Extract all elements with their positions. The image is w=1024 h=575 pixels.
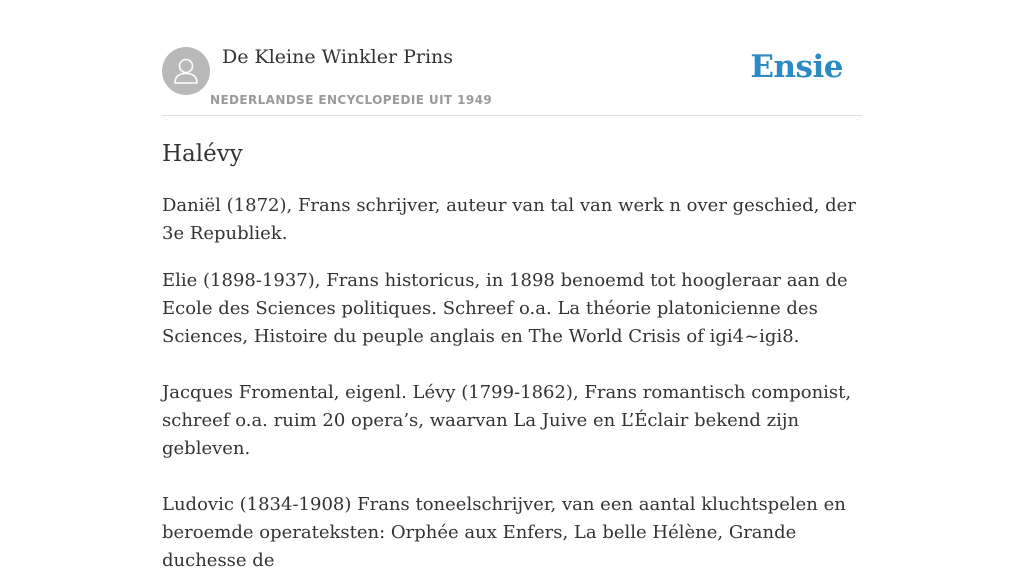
article-paragraph: Elie (1898-1937), Frans historicus, in 1898 benoemd tot hoogleraar aan de Ecole des Sciences politiques. Schreef o.a. La théorie platonicienne des Sciences, Histoire du peuple anglais en The World Crisis of igi4~igi8.: [162, 270, 848, 347]
source-avatar[interactable]: [162, 47, 210, 95]
source-subtitle: NEDERLANDSE ENCYCLOPEDIE UIT 1949: [210, 93, 493, 107]
article-paragraph: Jacques Fromental, eigenl. Lévy (1799-1862), Frans romantisch componist, schreef o.a. ruim 20 opera’s, waarvan La Juive en L’Éclair bekend zijn gebleven.: [162, 382, 852, 459]
ensie-logo[interactable]: Ensie: [750, 49, 843, 85]
source-title[interactable]: De Kleine Winkler Prins: [222, 46, 454, 68]
article: [162, 138, 862, 575]
user-icon: [162, 47, 210, 95]
article-title: Halévy: [162, 141, 243, 167]
article-paragraph: Ludovic (1834-1908) Frans toneelschrijver, van een aantal kluchtspelen en beroemde operateksten: Orphée aux Enfers, La belle Hélène, Grande duchesse de: [162, 494, 846, 571]
source-header: [162, 46, 862, 116]
article-paragraph: Daniël (1872), Frans schrijver, auteur van tal van werk n over geschied, der 3e Republiek.: [162, 195, 856, 244]
